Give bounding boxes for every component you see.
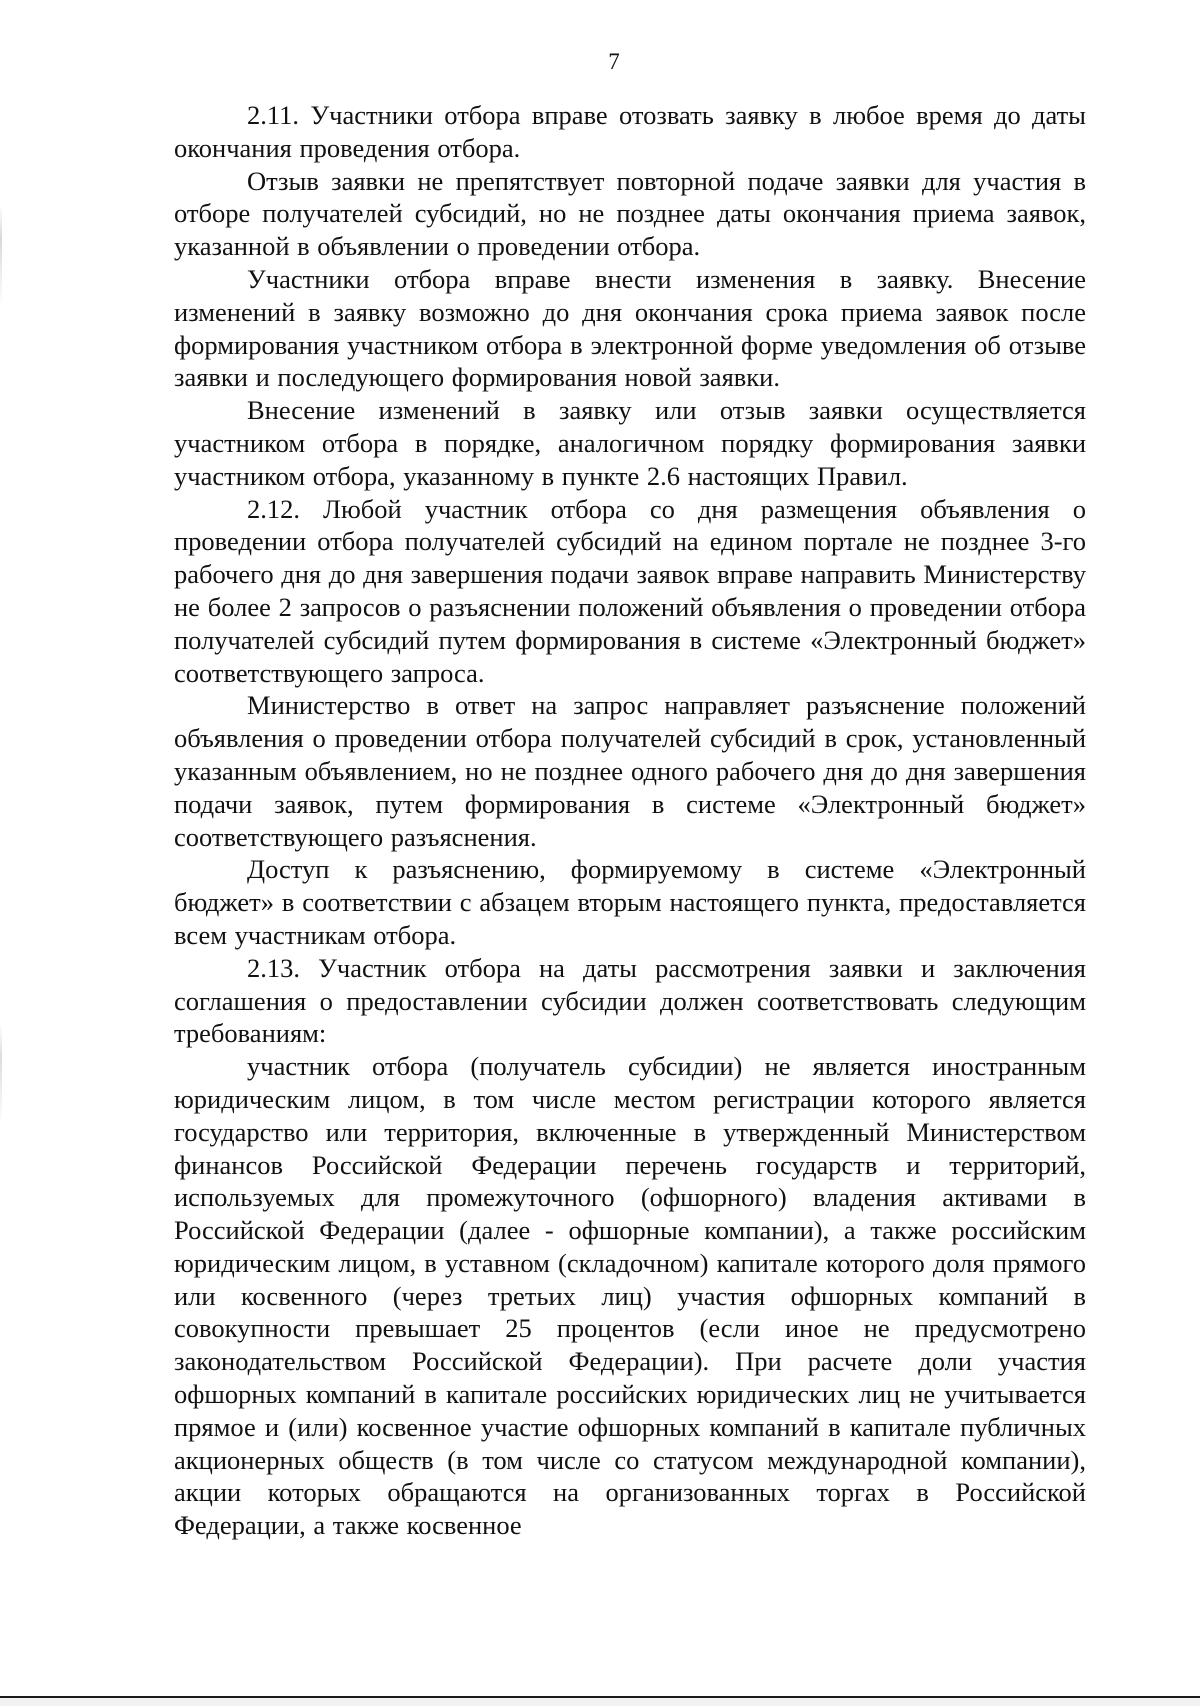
paragraph-ministry-response: Министерство в ответ на запрос направляет разъяснение положений объявления о проведении отбора получателей субсидий в срок, установленный указанным объявлением, но не позднее одного рабочего дня до дня завершения подачи заявок, путем формирования в системе «Электронный бюджет» соответствующего разъяснения. xyxy=(174,690,1086,852)
paragraph-2-13: 2.13. Участник отбора на даты рассмотрения заявки и заключения соглашения о предоставлении субсидии должен соответствовать следующим требованиям: xyxy=(174,952,1086,1049)
page-number: 7 xyxy=(608,49,620,74)
paragraph-changes: Участники отбора вправе внести изменения в заявку. Внесение изменений в заявку возможно до дня окончания срока приема заявок после формирования участником отбора в электронной форме уведомления об отзыве заявки и последующего формирования новой заявки. xyxy=(174,263,1086,393)
paragraph-withdrawal: Отзыв заявки не препятствует повторной подаче заявки для участия в отборе получателей субсидий, но не позднее даты окончания приема заявок, указанной в объявлении о проведении отбора. xyxy=(174,165,1086,262)
paragraph-requirement-offshore: участник отбора (получатель субсидии) не является иностранным юридическим лицом, в том числе местом регистрации которого является государство или территория, включенные в утвержденный Министерством финансов Российской Федерации перечень государств и территорий, используемых для промежуточного (офшорного) владения активами в Российской Федерации (далее - офшорные компании), а также российским юридическим лицом, в уставном (складочном) капитале которого доля прямого или косвенного (через третьих лиц) участия офшорных компаний в совокупности превышает 25 процентов (если иное не предусмотрено законодательством Российской Федерации). При расчете доли участия офшорных компаний в капитале российских юридических лиц не учитывается прямое и (или) косвенное участие офшорных компаний в капитале публичных акционерных обществ (в том числе со статусом международной компании), акции которых обращаются на организованных торгах в Российской Федерации, а также косвенное xyxy=(174,1051,1086,1541)
paragraph-2-11: 2.11. Участники отбора вправе отозвать заявку в любое время до даты окончания проведения отбора. xyxy=(174,100,1086,163)
scan-bottom-edge xyxy=(0,1696,1200,1706)
scan-edge-line xyxy=(0,0,2,1706)
document-body xyxy=(174,99,1086,1542)
paragraph-changes-procedure: Внесение изменений в заявку или отзыв заявки осуществляется участником отбора в порядке, аналогичном порядку формирования заявки участником отбора, указанному в пункте 2.6 настоящих Правил. xyxy=(174,395,1086,491)
paragraph-2-12: 2.12. Любой участник отбора со дня размещения объявления о проведении отбора получателей субсидий на едином портале не позднее 3-го рабочего дня до дня завершения подачи заявок вправе направить Министерству не более 2 запросов о разъяснении положений объявления о проведении отбора получателей субсидий путем формирования в системе «Электронный бюджет» соответствующего запроса. xyxy=(174,493,1086,688)
paragraph-access: Доступ к разъяснению, формируемому в системе «Электронный бюджет» в соответствии с абзацем вторым настоящего пункта, предоставляется всем участникам отбора. xyxy=(174,854,1086,950)
